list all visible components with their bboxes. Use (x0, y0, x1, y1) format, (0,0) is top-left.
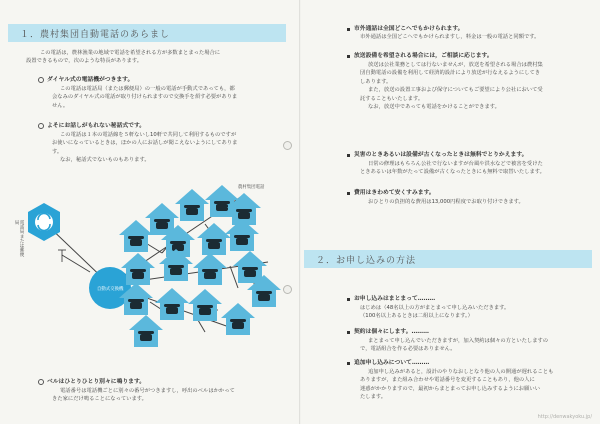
area-label: 農村集団電話 (238, 185, 265, 190)
watermark-url: http://denwakyoku.jp/ (537, 414, 592, 420)
bullet-icon (347, 55, 350, 58)
section-title: １．農村集団自動電話のあらまし (20, 30, 171, 40)
item-heading: 放送設備を希望される場合には，ご相談に応じます。 (354, 53, 493, 59)
bullet-icon (38, 379, 44, 385)
network-diagram (0, 170, 290, 370)
punch-hole (283, 141, 292, 150)
feature-heading: ベルはひとりひとり別々に鳴ります。 (38, 378, 145, 386)
section-header-2 (304, 250, 592, 268)
bullet-icon (38, 123, 44, 129)
exchange-label: 自動式交換機 (97, 287, 124, 292)
feature-body: この電話は電話局（または郵便局）の一般の電話が手動式であっても，都 会なみのダイヤル式の電話が取り付けられますので交換手を煩す必要がありま せん。 (52, 86, 238, 109)
bullet-icon (347, 331, 350, 334)
item-body: はじめは（48名以上の方がまとまって申し込みいただきます。 （100名以上あるときは二組以上になります。） (360, 305, 510, 320)
feature-body: 電話番号は電話機ごとに別々の番号がつきますし，呼出のベルはかかって きた家にだけ鳴ることになっています。 (52, 388, 235, 403)
item-heading: 災害のときあるいは設備が古くなったときは無料でとりかえます。 (354, 152, 528, 158)
item-body: 日常の修理はもちろん公社で行ないますが台風や洪水などで被害を受けた ときあるいは年数がたって設備が古くなったときにも無料で取替いたします。 (360, 161, 545, 176)
item-heading: 契約は個々にします。……… (354, 329, 429, 335)
section-header-1 (8, 24, 286, 42)
item-heading: お申し込みはまとまって……… (354, 296, 436, 302)
bullet-icon (347, 28, 350, 31)
page-fold (299, 0, 301, 424)
item-heading: 追加申し込みについて……… (354, 360, 430, 366)
item-heading: 費用はきわめて安くすみます。 (354, 190, 435, 196)
item-body: おひとりの負担的な費用は13,000円程度でお取り付けできます。 (368, 199, 524, 205)
feature-heading: ダイヤル式の電話機がつきます。 (38, 76, 133, 84)
bullet-icon (347, 298, 350, 301)
item-body: まとまって申し込んでいただきますが，加入契約は個々の方といたしますの で，電話組合を作る必要はありません。 (360, 338, 549, 353)
intro-text: この電話は，農林漁業の地域で電話を希望される方が多数まとまった場合に 設置できるもので，次のような特長があります。 (26, 50, 221, 65)
section-title: ２．お申し込みの方法 (316, 256, 417, 266)
item-heading: 市外通話は全国どこへでもかけられます。 (354, 26, 464, 32)
item-body: 追加申し込みがあると，設計のやりなおしとなり他の人の開通が遅れることも ありますが，また組み合わせや電話番号を変更することもあり，他の人に 迷惑がかかりますので，最初からまとまってお申し込みするようにお願いい たします。 (360, 369, 554, 401)
office-label: 電話局または郵便局 (14, 220, 24, 257)
item-body: 市外通話は全国どこへでもかけられますし，料金は一般の電話と同額です。 (360, 34, 540, 40)
item-body: 放送は公社業務としては行ないませんが，放送を希望される場合は農村集 団自動電話の設備を利用して経済的設計により放送が行なえるようにしてき しあります。 また，放送の設置工事および保守についてもご要望により公社において受 託することもいたします。 なお，放送中であっても電話をかけることができます。 (360, 62, 543, 111)
bullet-icon (347, 154, 350, 157)
feature-body: この電話は１本の電話線を５軒ないし10軒で共同して利用するものですが お使いになっているときは，ほかの人にお話しが聞こえないようにしてありま す。 なお，秘話式でないものもあります。 (52, 132, 238, 164)
bullet-icon (347, 362, 350, 365)
feature-heading: よそにお話しがもれない秘話式です。 (38, 122, 145, 130)
bullet-icon (347, 192, 350, 195)
bullet-icon (38, 77, 44, 83)
